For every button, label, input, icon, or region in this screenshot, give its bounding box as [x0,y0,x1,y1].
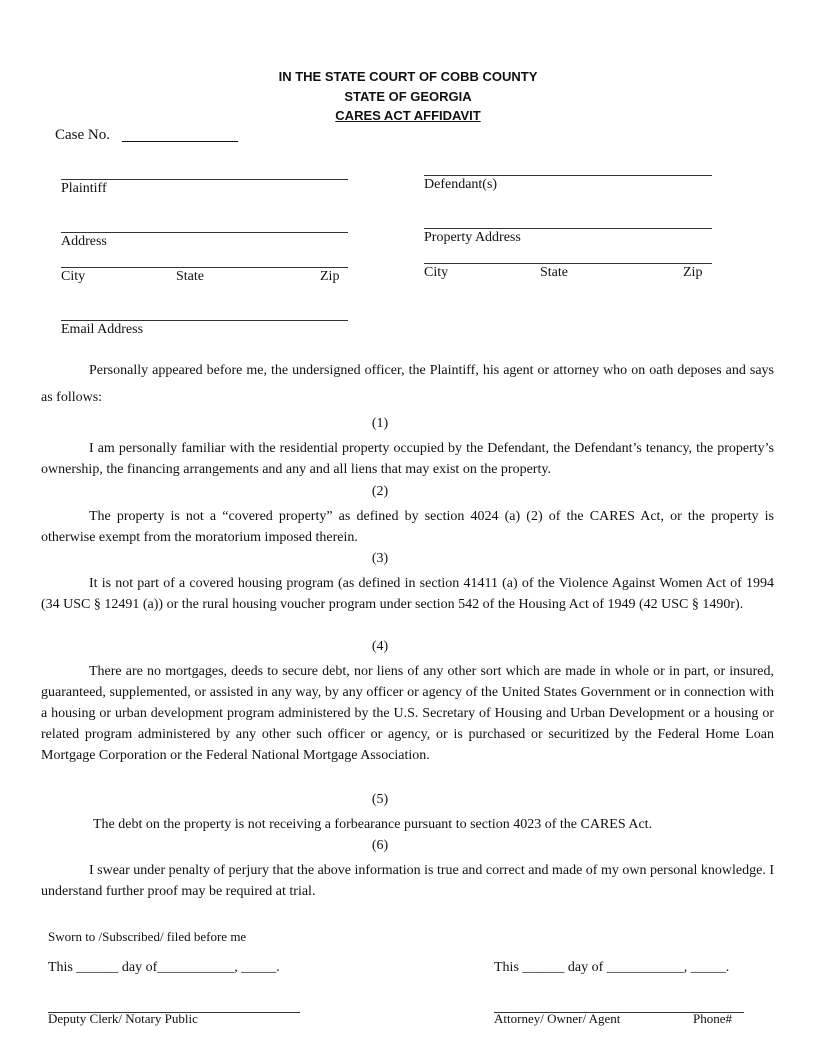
defendant-zip-label: Zip [683,265,703,280]
sworn-statement: Sworn to /Subscribed/ filed before me [48,929,247,944]
section-text: The property is not a “covered property” as defined by section 4024 (a) (2) of the CARES Act, or the property is otherwise exempt from the moratorium imposed therein. [41,509,774,545]
section-paragraph [41,661,774,766]
plaintiff-label: Plaintiff [61,181,107,196]
state-name: STATE OF GEORGIA [344,89,472,104]
court-name: IN THE STATE COURT OF COBB COUNTY [278,69,538,84]
case-number-label: Case No. [55,127,110,143]
section-number: (1) [371,416,389,431]
plaintiff-city-state-zip-field[interactable] [61,267,348,268]
plaintiff-email-label: Email Address [61,322,144,337]
section-text: I am personally familiar with the residential property occupied by the Defendant, the Defendant’s tenancy, the property’s ownership, the financing arrangements and any and all liens that may exist on the property. [41,441,774,477]
section-text: The debt on the property is not receiving a forbearance pursuant to section 4023 of the CARES Act. [93,817,653,832]
section-text: There are no mortgages, deeds to secure debt, nor liens of any other sort which are made in whole or in part, or insured, guaranteed, supplemented, or assisted in any way, by any officer or agency of the United States Government or in connection with a housing or urban development program administered by the U.S. Secretary of Housing and Urban Development or a housing or related program administered by any other such officer or agency, or is purchased or securitized by the Federal Home Loan Mortgage Corporation or the Federal National Mortgage Association. [41,664,774,763]
left-date-line[interactable]: This ______ day of___________, _____. [48,960,280,975]
section-paragraph [41,860,774,902]
plaintiff-address-field[interactable] [61,232,348,233]
document-title: CARES ACT AFFIDAVIT [335,108,481,123]
intro-paragraph [41,357,774,411]
section-paragraph [41,438,774,480]
property-address-field[interactable] [424,228,712,229]
defendant-state-label: State [540,265,568,280]
plaintiff-zip-label: Zip [320,269,340,284]
intro-text: Personally appeared before me, the undersigned officer, the Plaintiff, his agent or attorney who on oath deposes and says as follows: [41,363,774,405]
clerk-signature-label: Deputy Clerk/ Notary Public [48,1011,198,1026]
defendant-city-state-zip-field[interactable] [424,263,712,264]
plaintiff-email-field[interactable] [61,320,348,321]
section-number: (4) [371,639,389,654]
plaintiff-state-label: State [176,269,204,284]
case-number-field[interactable] [122,141,238,142]
phone-label: Phone# [693,1011,732,1026]
section-paragraph [41,573,774,615]
attorney-signature-label: Attorney/ Owner/ Agent [494,1011,621,1026]
section-paragraph [41,814,774,835]
plaintiff-address-label: Address [61,234,107,249]
defendant-city-label: City [424,265,449,280]
section-text: I swear under penalty of perjury that the above information is true and correct and made of my own personal knowledge. I understand further proof may be required at trial. [41,863,774,899]
right-date-line[interactable]: This ______ day of ___________, _____. [494,960,730,975]
section-paragraph [41,506,774,548]
section-number: (2) [371,484,389,499]
plaintiff-city-label: City [61,269,86,284]
section-number: (3) [371,551,389,566]
property-address-label: Property Address [424,230,521,245]
section-number: (5) [371,792,389,807]
plaintiff-name-field[interactable] [61,179,348,180]
section-number: (6) [371,838,389,853]
section-text: It is not part of a covered housing program (as defined in section 41411 (a) of the Violence Against Women Act of 1994 (34 USC § 12491 (a)) or the rural housing voucher program under section 542 of the Housing Act of 1949 (42 USC § 1490r). [41,576,774,612]
defendant-name-field[interactable] [424,175,712,176]
defendant-label: Defendant(s) [424,177,498,192]
